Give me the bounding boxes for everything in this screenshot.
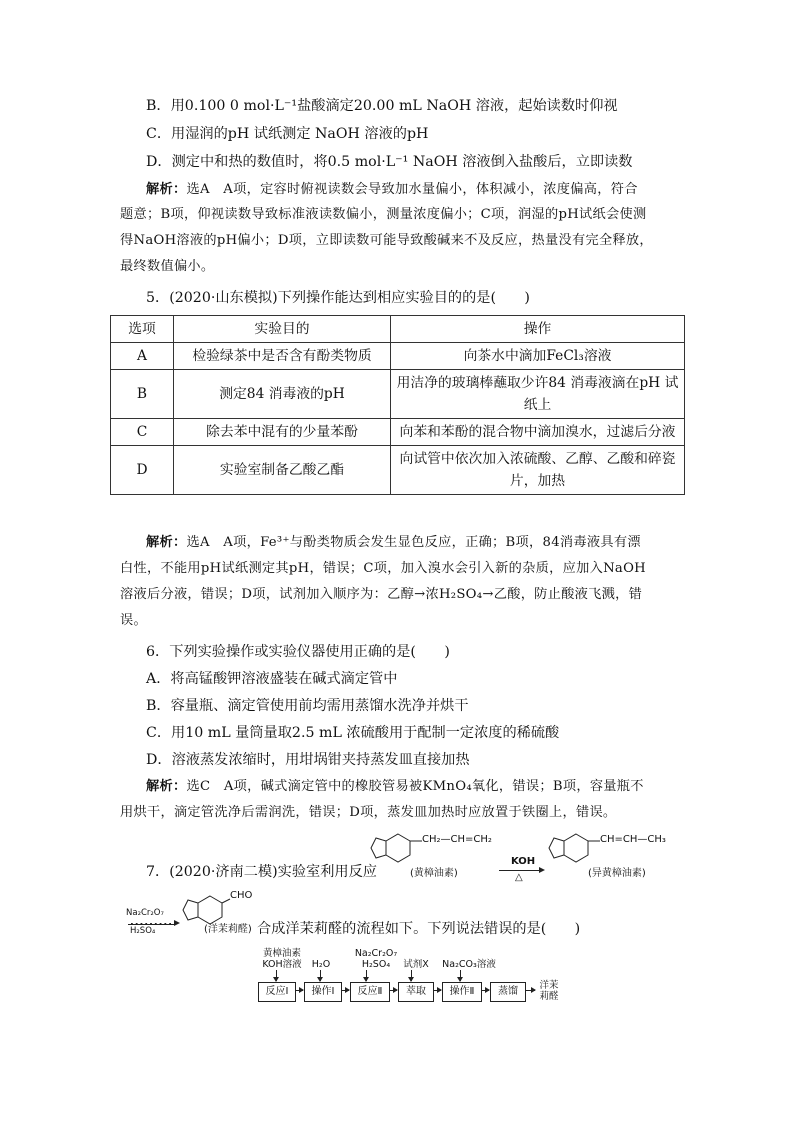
- arrow-down-icon: [366, 970, 367, 981]
- reaction-arrow-dichromate: [126, 906, 182, 940]
- table-header-row: [111, 316, 685, 343]
- q4-option-c: C．用湿润的pH 试纸测定 NaOH 溶液的pH: [146, 126, 429, 142]
- analysis-label: 解析：: [146, 535, 187, 550]
- input-safrole: 黄樟油素: [262, 948, 301, 959]
- row-purpose: 测定84 消毒液的pH: [174, 370, 391, 419]
- q7-stem-post: 合成洋茉莉醛的流程如下。下列说法错误的是( ): [257, 921, 581, 937]
- box-extraction: 萃取: [398, 982, 434, 1002]
- arrow-head-icon: [539, 867, 545, 873]
- header-purpose: 实验目的: [174, 316, 391, 343]
- q5-analysis-line4: 误。: [120, 613, 147, 628]
- arrow-down-icon: [320, 970, 321, 981]
- reaction-arrow-koh: [497, 852, 547, 886]
- row-operation: 向茶水中滴加FeCl₃溶液: [391, 343, 685, 370]
- q4-analysis-text1: 选A A项，定容时俯视读数会导致加水量偏小，体积减小，浓度偏高，符合: [186, 182, 638, 197]
- q6-option-c: C．用10 mL 量筒量取2.5 mL 浓硫酸用于配制一定浓度的稀硫酸: [146, 725, 560, 741]
- reagent-dichromate: Na₂Cr₂O₇: [126, 908, 164, 918]
- input-koh: KOH溶液: [262, 959, 302, 970]
- input-dichromate: Na₂Cr₂O₇: [354, 948, 398, 959]
- safrole-structure: [368, 828, 498, 878]
- table-row: [111, 446, 685, 495]
- isosafrole-chain: CH=CH—CH₃: [600, 834, 666, 845]
- row-option: D: [111, 446, 174, 495]
- arrow-right-icon: [295, 990, 303, 991]
- q6-option-d: D．溶液蒸发浓缩时，用坩埚钳夹持蒸发皿直接加热: [146, 752, 470, 768]
- box-distillation: 蒸馏: [490, 982, 526, 1002]
- reagent-koh: KOH: [511, 856, 536, 867]
- reagent-sulfuric: H₂SO₄: [130, 926, 156, 936]
- q6-option-b: B．容量瓶、滴定管使用前均需用蒸馏水洗净并烘干: [146, 698, 469, 714]
- q4-option-d: D．测定中和热的数值时，将0.5 mol·L⁻¹ NaOH 溶液倒入盐酸后，立即读数: [146, 154, 633, 170]
- product-label-b: 莉醛: [539, 991, 559, 1002]
- synthesis-flowchart: [258, 948, 588, 1008]
- q6-analysis-line1: [146, 777, 644, 797]
- row-purpose: 检验绿茶中是否含有酚类物质: [174, 343, 391, 370]
- row-operation: 向苯和苯酚的混合物中滴加溴水，过滤后分液: [391, 419, 685, 446]
- box-operation-1: 操作Ⅰ: [304, 982, 342, 1002]
- table-row: [111, 370, 685, 419]
- q6-analysis-line2: 用烘干，滴定管洗净后需润洗，错误；D项，蒸发皿加热时应放置于铁圈上，错误。: [120, 805, 617, 820]
- box-reaction-1: 反应Ⅰ: [258, 982, 296, 1002]
- header-option: 选项: [111, 316, 174, 343]
- row-operation: 用洁净的玻璃棒蘸取少许84 消毒液滴在pH 试纸上: [391, 370, 685, 419]
- arrow-line: [499, 870, 541, 871]
- piperonal-group: CHO: [230, 890, 253, 901]
- arrow-right-icon: [525, 990, 535, 991]
- q5-table: [110, 315, 685, 495]
- row-operation: 向试管中依次加入浓硫酸、乙醇、乙酸和碎瓷片，加热: [391, 446, 685, 495]
- q4-analysis-line4: 最终数值偏小。: [120, 259, 215, 274]
- input-sodium-carbonate: Na₂CO₃溶液: [442, 959, 496, 970]
- q7-stem-pre: 7．(2020·济南二模)实验室利用反应: [146, 864, 377, 880]
- input-water: H₂O: [311, 959, 331, 970]
- row-option: C: [111, 419, 174, 446]
- safrole-name: (黄樟油素): [410, 868, 458, 879]
- table-row: [111, 343, 685, 370]
- isosafrole-structure: [546, 828, 681, 878]
- input-sulfuric: H₂SO₄: [361, 959, 391, 970]
- row-option: B: [111, 370, 174, 419]
- q4-analysis-line2: 题意；B项，仰视读数导致标准液读数偏小，测量浓度偏小；C项，润湿的pH试纸会使测: [120, 207, 647, 222]
- box-operation-2: 操作Ⅱ: [442, 982, 482, 1002]
- q4-option-b: B．用0.100 0 mol·L⁻¹盐酸滴定20.00 mL NaOH 溶液，起始读数时仰视: [146, 98, 618, 114]
- row-purpose: 除去苯中混有的少量苯酚: [174, 419, 391, 446]
- arrow-down-icon: [411, 970, 412, 981]
- header-operation: 操作: [391, 316, 685, 343]
- piperonal-structure: [180, 890, 260, 934]
- row-option: A: [111, 343, 174, 370]
- arrow-right-icon: [389, 990, 397, 991]
- table-row: [111, 419, 685, 446]
- analysis-label: 解析：: [146, 779, 187, 794]
- product-label-a: 洋茉: [539, 980, 559, 991]
- q6-option-a: A．将高锰酸钾溶液盛装在碱式滴定管中: [146, 671, 398, 687]
- safrole-chain: CH₂—CH=CH₂: [422, 834, 492, 845]
- reagent-heat: △: [515, 872, 523, 883]
- q5-analysis-line3: 溶液后分液，错误；D项，试剂加入顺序为：乙醇→浓H₂SO₄→乙酸，防止酸液飞溅，错: [120, 587, 643, 602]
- q5-analysis-line2: 白性，不能用pH试纸测定其pH，错误；C项，加入溴水会引入新的杂质，应加入NaOH: [120, 561, 646, 576]
- q6-stem: 6．下列实验操作或实验仪器使用正确的是( ): [146, 644, 450, 660]
- q4-analysis-line1: [146, 180, 638, 200]
- q5-stem: 5．(2020·山东模拟)下列操作能达到相应实验目的的是( ): [146, 290, 530, 306]
- arrow-line: [128, 923, 174, 925]
- arrow-down-icon: [460, 970, 461, 981]
- box-reaction-2: 反应Ⅱ: [350, 982, 390, 1002]
- q5-analysis-text1: 选A A项，Fe³⁺与酚类物质会发生显色反应，正确；B项，84消毒液具有漂: [186, 535, 641, 550]
- isosafrole-name: (异黄樟油素): [588, 868, 646, 879]
- q5-analysis-line1: [146, 533, 641, 553]
- row-purpose: 实验室制备乙酸乙酯: [174, 446, 391, 495]
- arrow-down-icon: [276, 970, 277, 981]
- input-reagent-x: 试剂X: [403, 959, 429, 970]
- arrow-right-icon: [433, 990, 441, 991]
- arrow-right-icon: [341, 990, 349, 991]
- q6-analysis-text1: 选C A项，碱式滴定管中的橡胶管易被KMnO₄氧化，错误；B项，容量瓶不: [186, 779, 644, 794]
- analysis-label: 解析：: [146, 182, 187, 197]
- piperonal-name: (洋茉莉醛): [204, 924, 252, 935]
- q4-analysis-line3: 得NaOH溶液的pH偏小；D项，立即读数可能导致酸碱来不及反应，热量没有完全释放，: [120, 233, 653, 248]
- arrow-right-icon: [481, 990, 489, 991]
